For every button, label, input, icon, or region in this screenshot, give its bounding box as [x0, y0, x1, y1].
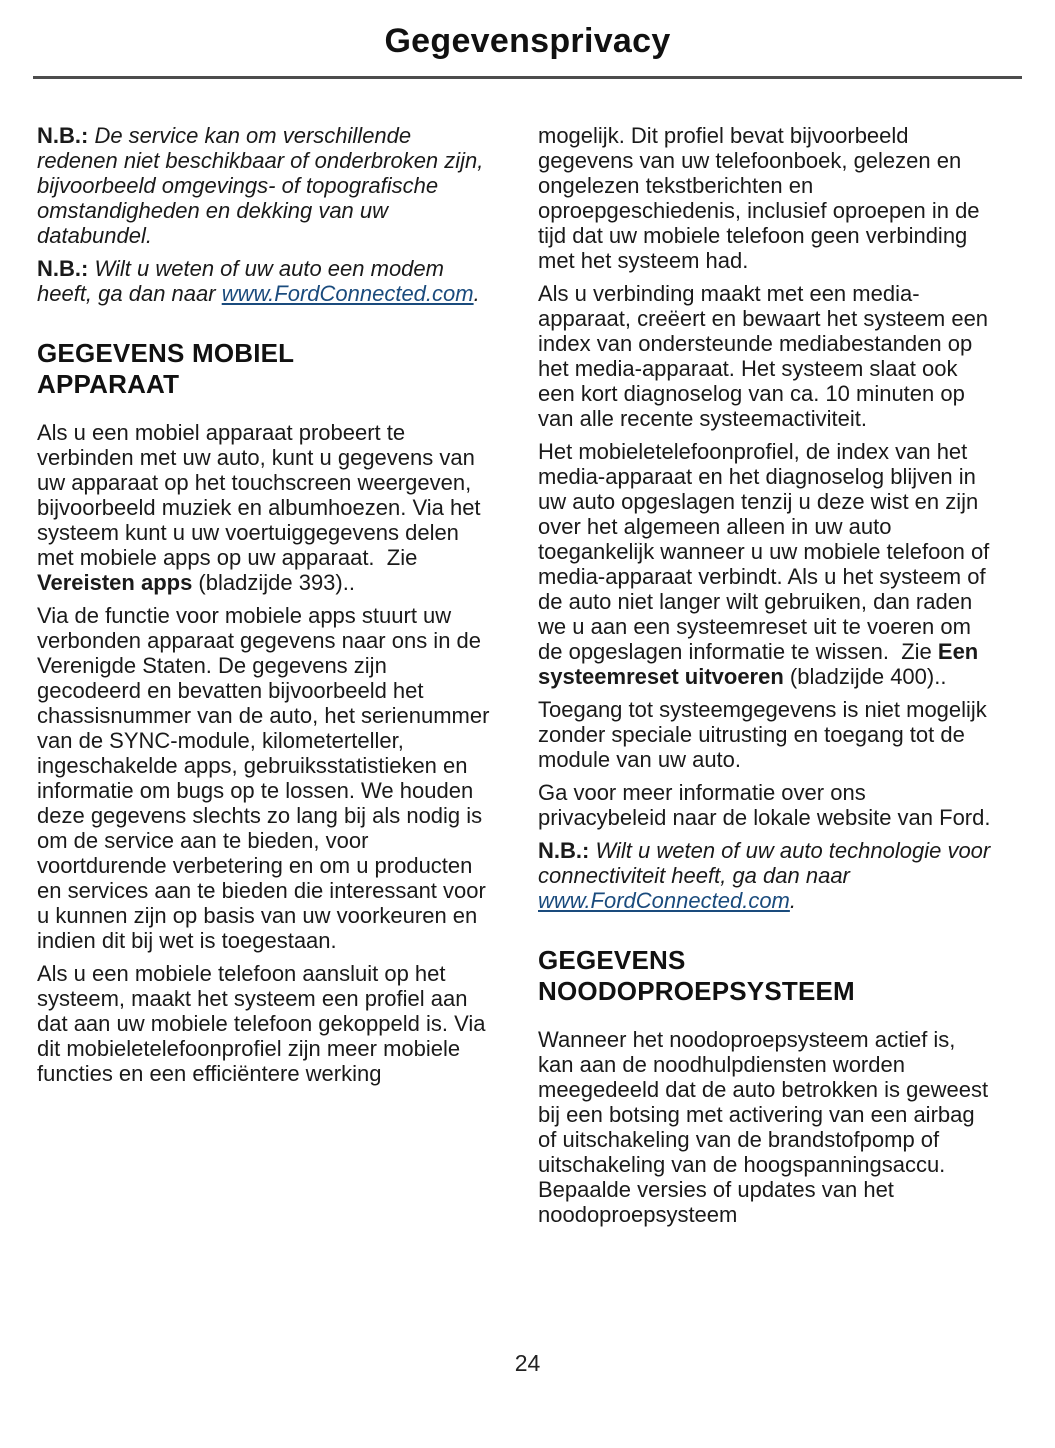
nb-label: N.B.:: [37, 123, 89, 148]
note-text: De service kan om verschillende redenen niet beschikbaar of onderbroken zijn, bijvoorbeeld omgevings- of topografische omstandigheden en dekking van uw databundel.: [37, 123, 490, 248]
right-column: [538, 123, 997, 1235]
body-text: Als u verbinding maakt met een media-apparaat, creëert en bewaart het systeem een index van ondersteunde mediabestanden op het media-apparaat. Het systeem slaat ook een kort diagnoselog van ca. 10 minuten op van alle recente systeemactiviteit.: [538, 281, 995, 431]
body-text: (bladzijde 400)..: [783, 664, 947, 689]
body-text: Als u een mobiele telefoon aansluit op het systeem, maakt het systeem een profiel aan dat aan uw mobiele telefoon gekoppeld is. Via dit mobieletelefoonprofiel zijn meer mobiele functies en een efficiëntere werking: [37, 961, 492, 1086]
body-text: Als u een mobiel apparaat probeert te verbinden met uw auto, kunt u gegevens van uw apparaat op het touchscreen weergeven, bijvoorbeeld muziek en albumhoezen. Via het systeem kunt u uw voertuiggegevens delen met mobiele apps op uw apparaat. Zie: [37, 420, 487, 570]
ford-connected-link[interactable]: www.FordConnected.com: [538, 888, 790, 913]
left-column: [37, 123, 496, 1235]
note-text-period: .: [473, 281, 480, 306]
page-number: 24: [514, 1350, 541, 1376]
body-text: Via de functie voor mobiele apps stuurt uw verbonden apparaat gegevens naar ons in de Verenigde Staten. De gegevens zijn gecodeerd en bevatten bijvoorbeeld het chassisnummer van de auto, het serienummer van de SYNC-module, kilometerteller, ingeschakelde apps, gebruiksstatistieken en informatie om bugs op te lossen. We houden deze gegevens slechts zo lang bij als nodig is om de service aan te bieden, voor voortdurende verbetering en om u producten en services aan te bieden die interessant voor u kunnen zijn op basis van uw voorkeuren en indien dit bij wet is toegestaan.: [37, 603, 496, 953]
note-text: Wilt u weten of uw auto technologie voor connectiviteit heeft, ga dan naar: [538, 838, 997, 888]
para-toegang-systeemgegevens: [538, 697, 994, 772]
content-columns: [0, 79, 1055, 1235]
para-telefoon-profiel: [37, 961, 493, 1086]
body-text: (bladzijde 393)..: [192, 570, 355, 595]
nb-label: N.B.:: [37, 256, 89, 281]
para-mobiele-apps-gegevens: [37, 603, 496, 953]
note-service-availability: [37, 123, 493, 248]
section-heading-gegevens-noodoproepsysteem: GEGEVENS NOODOPROEPSYSTEEM: [538, 945, 855, 1006]
note-text: Wilt u weten of uw auto een modem heeft, ga dan naar: [37, 256, 451, 306]
note-modem-info: [37, 256, 493, 306]
nb-label: N.B.:: [538, 838, 590, 863]
para-opgeslagen-gegevens-reset: [538, 439, 994, 689]
body-text: mogelijk. Dit profiel bevat bijvoorbeeld gegevens van uw telefoonboek, gelezen en ongelezen tekstberichten en oproepgeschiedenis, inclusief oproepen in de tijd dat uw mobiele telefoon geen verbinding met het systeem had.: [538, 123, 986, 273]
note-connectiviteit: [538, 838, 997, 913]
para-media-apparaat-index: [538, 281, 994, 431]
ford-connected-link[interactable]: www.FordConnected.com: [221, 281, 474, 306]
body-text: Ga voor meer informatie over ons privacybeleid naar de lokale website van Ford.: [538, 780, 991, 830]
body-text: Wanneer het noodoproepsysteem actief is, kan aan de noodhulpdiensten worden meegedeeld dat de auto betrokken is geweest bij een botsing met activering van een airbag of uitschakeling van de brandstofpomp of uitschakeling van de hoogspanningsaccu. Bepaalde versies of updates van het noodoproepsysteem: [538, 1027, 995, 1227]
para-noodoproepsysteem: [538, 1027, 994, 1227]
note-text-period: .: [789, 888, 797, 913]
para-mobiel-apparaat-verbinden: [37, 420, 493, 595]
body-text: Het mobieletelefoonprofiel, de index van het media-apparaat en het diagnoselog blijven in uw auto opgeslagen tenzij u deze wist en zijn over het algemeen alleen in uw auto toegankelijk wanneer u uw mobiele telefoon of media-apparaat verbindt. Als u het systeem of de auto niet langer wilt gebruiken, dan raden we u aan een systeemreset uit te voeren om de opgeslagen informatie te wissen. Zie: [538, 439, 996, 664]
section-heading-gegevens-mobiel-apparaat: GEGEVENS MOBIEL APPARAAT: [37, 338, 294, 399]
page-title: Gegevensprivacy: [384, 22, 671, 60]
body-text: Toegang tot systeemgegevens is niet mogelijk zonder speciale uitrusting en toegang tot de module van uw auto.: [538, 697, 993, 772]
bold-reference-vereisten-apps: Vereisten apps: [37, 570, 193, 595]
para-profiel-inhoud: [538, 123, 994, 273]
para-privacybeleid: [538, 780, 994, 830]
bold-reference-systeemreset: Een systeemreset uitvoeren: [538, 639, 985, 689]
